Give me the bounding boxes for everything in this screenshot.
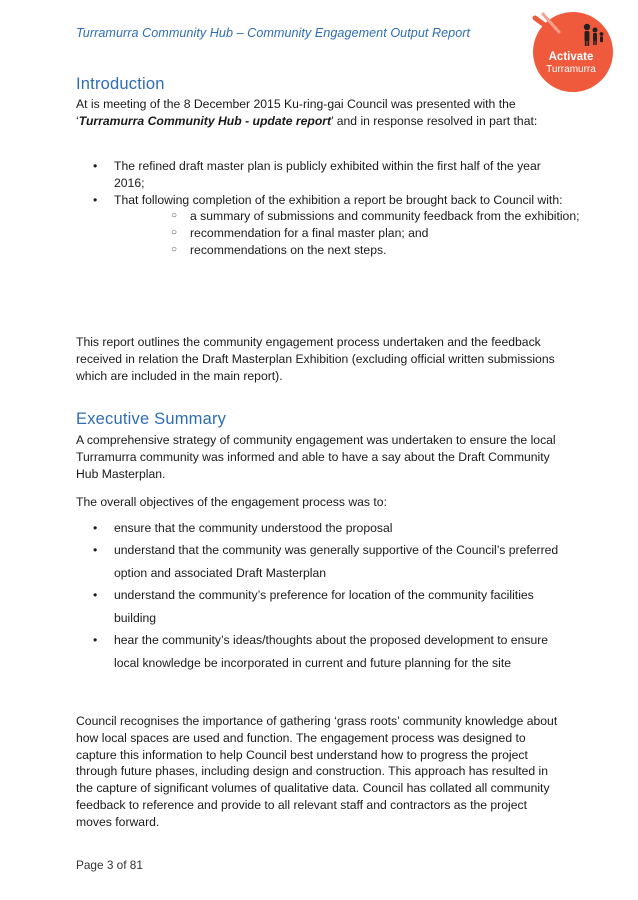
- list-item: • The refined draft master plan is publicly exhibited within the first half of the year 2016;: [93, 159, 541, 190]
- resolution-sub-list: [114, 208, 604, 258]
- report-header-title: Turramurra Community Hub – Community Engagement Output Report: [76, 26, 471, 40]
- executive-summary-paragraph-3: Council recognises the importance of gathering ‘grass roots’ community knowledge about how local spaces are used and function. The engagement process was designed to capture this information to help Council best understand how to progress the project through future phases, including design and construction. This approach has resulted in the capture of significant volumes of qualitative data. Council has collated all community feedback to reference and provide to all relevant staff and contractors as the project moves forward.: [76, 714, 558, 829]
- sub-list-item: ○ a summary of submissions and community feedback from the exhibition;: [171, 209, 580, 224]
- introduction-paragraph: At is meeting of the 8 December 2015 Ku-ring-gai Council was presented with the ‘Turramurra Community Hub - update report’ and in response resolved in part that:: [76, 97, 538, 128]
- logo-text-turramurra: Turramurra: [546, 64, 596, 75]
- sub-list-item: ○ recommendation for a final master plan; and: [171, 226, 429, 241]
- logo-text-activate: Activate: [548, 51, 594, 63]
- sub-list-item: ○ recommendations on the next steps.: [171, 242, 387, 257]
- objectives-list: [76, 517, 566, 674]
- resolution-list: [76, 158, 580, 259]
- introduction-heading: Introduction: [76, 75, 165, 93]
- report-title-emphasis: Turramurra Community Hub - update report: [78, 113, 332, 128]
- list-item: • understand the community’s preference for location of the community facilities building: [93, 588, 534, 625]
- executive-summary-heading: Executive Summary: [76, 410, 227, 428]
- page-number: Page 3 of 81: [76, 858, 143, 872]
- executive-summary-paragraph-1: A comprehensive strategy of community engagement was undertaken to ensure the local Turramurra community was informed and able to have a say about the Draft Community Hub Masterplan.: [76, 433, 556, 481]
- activate-turramurra-logo: [531, 10, 615, 94]
- list-item: • ensure that the community understood the proposal: [93, 521, 393, 535]
- executive-summary-paragraph-2: The overall objectives of the engagement process was to:: [76, 495, 387, 509]
- list-item: • hear the community’s ideas/thoughts about the proposed development to ensure local knowledge be incorporated in current and future planning for the site: [93, 633, 549, 670]
- list-item: • understand that the community was generally supportive of the Council’s preferred option and associated Draft Masterplan: [93, 543, 559, 580]
- introduction-closing-paragraph: This report outlines the community engagement process undertaken and the feedback received in relation the Draft Masterplan Exhibition (excluding official written submissions which are included in the main report).: [76, 335, 555, 383]
- list-item: • That following completion of the exhibition a report be brought back to Council with: ○ a summary of submissions and community feedback from the exhibition; ○ recommendation for a final master plan; and ○ recommendations on the next steps.: [76, 192, 566, 259]
